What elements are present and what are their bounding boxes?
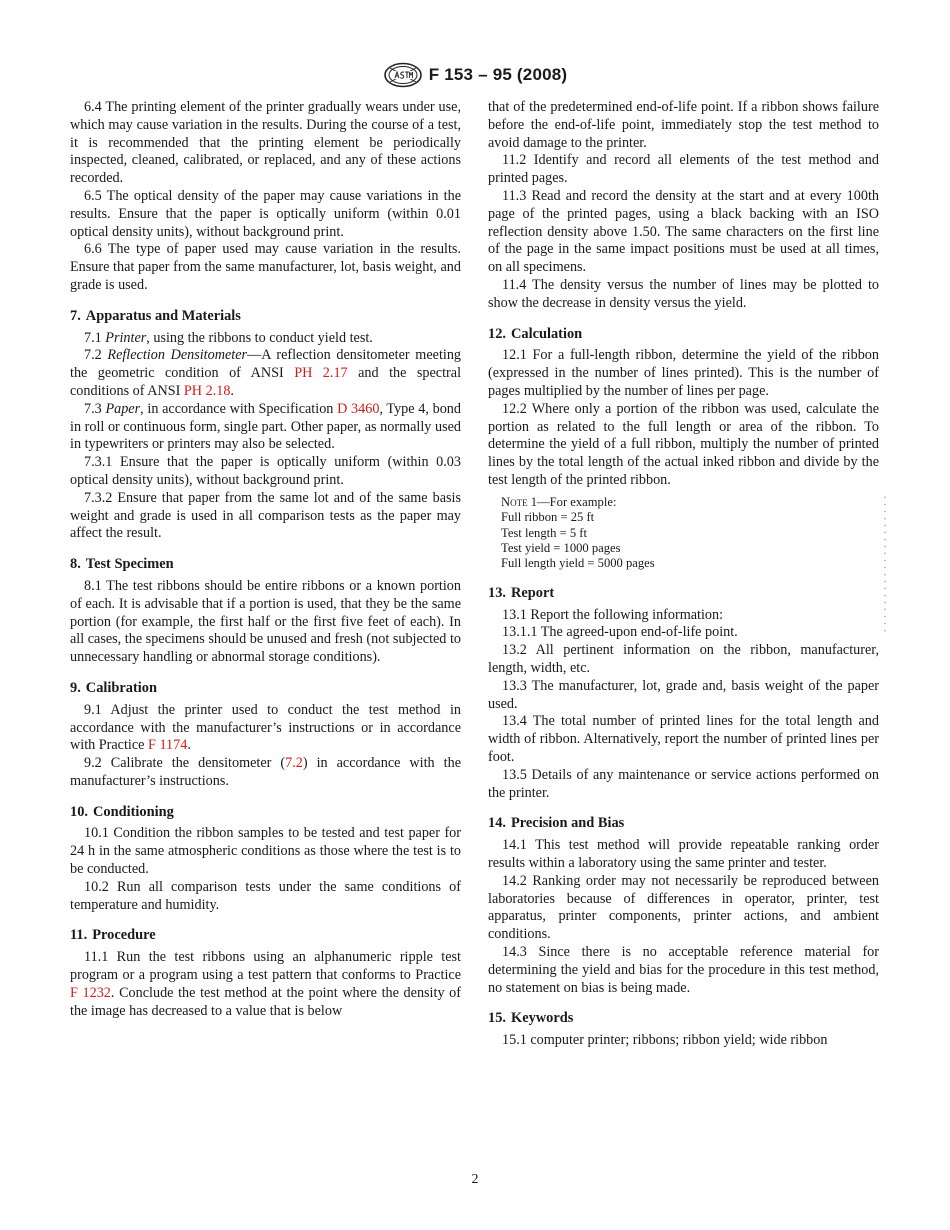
note-heading [501, 495, 879, 510]
paragraph-13-2: 13.2 All pertinent information on the ribbon, manufacturer, length, width, etc. [488, 642, 879, 676]
section-number: 15. [488, 1010, 506, 1027]
paragraph-15-1: 15.1 computer printer; ribbons; ribbon yield; wide ribbon [502, 1032, 828, 1049]
section-title: Apparatus and Materials [85, 307, 241, 324]
paragraph-11-4: 11.4 The density versus the number of lines may be plotted to show the decrease in density versus the yield. [488, 276, 879, 311]
note-lead: Note [501, 494, 528, 509]
paragraph-7-2 [70, 347, 461, 400]
section-title: Report [511, 584, 555, 601]
section-number: 12. [488, 325, 506, 342]
section-title: Calibration [85, 679, 157, 696]
paragraph-6-5: 6.5 The optical density of the paper may cause variations in the results. Ensure that the paper is optically uniform (within 0.01 optical density units), without background print. [70, 187, 461, 240]
reference-link-ph-2-17[interactable]: PH 2.17 [294, 365, 348, 382]
clause-number: 7.1 [84, 329, 102, 346]
paragraph-10-1: 10.1 Condition the ribbon samples to be tested and test paper for 24 h in the same atmospheric conditions as those where the test is to be conducted. [70, 825, 461, 878]
page-header [0, 62, 950, 88]
section-heading-7 [70, 308, 461, 326]
clause-text: and the spectral conditions of ANSI [70, 365, 462, 399]
paragraph-11-1-continued: that of the predetermined end-of-life point. If a ribbon shows failure before the end-of-life point, immediately stop the test method to avoid damage to the printer. [488, 99, 879, 151]
margin-change-marker [884, 494, 886, 634]
section-number: 10. [70, 803, 88, 820]
section-heading-10 [70, 804, 461, 822]
note-line: Test length = 5 ft [501, 525, 587, 540]
section-title: Precision and Bias [511, 815, 625, 832]
paragraph-7-3-2: 7.3.2 Ensure that paper from the same lot and of the same basis weight and grade is used in all comparison tests as the paper may affect the result. [70, 489, 461, 542]
paragraph-6-6: 6.6 The type of paper used may cause variation in the results. Ensure that paper from the same manufacturer, lot, basis weight, and grade is used. [70, 241, 461, 293]
reference-link-f-1174[interactable]: F 1174 [148, 737, 188, 754]
paragraph-11-3: 11.3 Read and record the density at the start and at every 100th page of the printed pages, using a black backing with an ISO reflection density above 1.50. The same characters on the first line of the page in the same impact positions must be used at all times, on all specimens. [488, 187, 879, 276]
note-1 [501, 495, 879, 572]
paragraph-7-3 [70, 401, 461, 454]
clause-text: 9.2 Calibrate the densitometer ( [84, 755, 286, 772]
note-line: Full ribbon = 25 ft [501, 510, 595, 525]
left-column [70, 99, 461, 1020]
section-heading-14 [488, 815, 879, 833]
section-number: 8. [70, 556, 81, 573]
clause-text: 9.1 Adjust the printer used to conduct the test method in accordance with the manufacturer’s instructions or in accordance with Practice [70, 701, 461, 754]
clause-term: Paper [105, 400, 141, 417]
paragraph-11-1 [70, 949, 461, 1020]
paragraph-12-1: 12.1 For a full-length ribbon, determine the yield of the ribbon (expressed in the number of lines printed). This is the number of pages multiplied by the number of lines per page. [488, 347, 879, 399]
page-number: 2 [471, 1172, 479, 1187]
clause-text: , in accordance with Specification [140, 400, 334, 417]
note-text: 1—For example: [530, 494, 617, 509]
section-heading-11 [70, 927, 461, 945]
clause-text: , using the ribbons to conduct yield test. [146, 329, 373, 346]
note-line: Test yield = 1000 pages [501, 540, 621, 555]
reference-link-f-1232[interactable]: F 1232 [70, 984, 111, 1001]
paragraph-10-2: 10.2 Run all comparison tests under the same conditions of temperature and humidity. [70, 878, 461, 913]
paragraph-7-3-1: 7.3.1 Ensure that the paper is optically uniform (within 0.03 optical density units), without background print. [70, 454, 461, 488]
paragraph-9-1 [70, 702, 461, 755]
section-title: Procedure [92, 927, 156, 944]
clause-term: Printer [105, 329, 147, 346]
note-line: Full length yield = 5000 pages [501, 556, 655, 571]
paragraph-9-2 [70, 755, 461, 791]
clause-term: Reflection Densitometer [107, 347, 248, 364]
paragraph-14-3: 14.3 Since there is no acceptable reference material for determining the yield and bias for the procedure in this test method, no statement on bias is being made. [488, 943, 879, 996]
section-heading-8 [70, 556, 461, 574]
section-number: 11. [70, 927, 88, 944]
astm-logo-icon [383, 62, 423, 88]
section-title: Test Specimen [85, 556, 174, 573]
paragraph-8-1: 8.1 The test ribbons should be entire ribbons or a known portion of each. It is advisable that if a portion is used, that they be the same portion (for example, the first half or the first five feet of each). In all cases, the specimens should be unused and fresh (not subjected to unnecessary handling or abnormal storage conditions). [70, 577, 461, 666]
section-heading-13 [488, 585, 879, 603]
section-number: 13. [488, 584, 506, 601]
paragraph-13-3: 13.3 The manufacturer, lot, grade and, basis weight of the paper used. [488, 677, 879, 712]
clause-text: 11.1 Run the test ribbons using an alphanumeric ripple test program or a program using a test pattern that conforms to Practice [70, 949, 461, 984]
clause-number: 7.3 [84, 400, 102, 417]
clause-text: . [187, 737, 191, 754]
clause-text: , Type 4, bond in roll or continuous form, single part. Other paper, as normally used in typewriters or printers may also be selected. [70, 400, 461, 453]
paragraph-12-2: 12.2 Where only a portion of the ribbon was used, calculate the portion as related to the full length or area of the ribbon. To determine the yield of a full ribbon, multiply the number of printed lines by the total length of the actual inked ribbon and divide by the test length of the printed ribbon. [488, 400, 879, 488]
reference-link-ph-2-18[interactable]: PH 2.18 [183, 382, 231, 399]
paragraph-13-1-1: 13.1.1 The agreed-upon end-of-life point. [502, 624, 738, 641]
clause-text: ) in accordance with the manufacturer’s instructions. [70, 755, 461, 789]
section-title: Conditioning [93, 803, 174, 820]
clause-number: 7.2 [84, 347, 102, 364]
section-heading-9 [70, 680, 461, 698]
paragraph-7-1 [70, 330, 461, 348]
clause-text: . Conclude the test method at the point where the density of the image has decreased to a value that is below [70, 984, 461, 1019]
paragraph-14-1: 14.1 This test method will provide repeatable ranking order results within a laboratory using the same printer and tester. [488, 837, 879, 871]
reference-link-7-2[interactable]: 7.2 [285, 755, 303, 772]
section-number: 9. [70, 679, 81, 696]
section-heading-12 [488, 326, 879, 344]
paragraph-13-5: 13.5 Details of any maintenance or service actions performed on the printer. [488, 766, 879, 801]
document-designation: F 153 – 95 (2008) [428, 65, 568, 84]
section-number: 14. [488, 815, 506, 832]
clause-text: . [230, 382, 234, 399]
paragraph-13-4: 13.4 The total number of printed lines for the total length and width of ribbon. Alternatively, report the number of printed lines per foot. [488, 713, 879, 765]
paragraph-11-2: 11.2 Identify and record all elements of the test method and printed pages. [488, 152, 879, 187]
section-title: Keywords [511, 1010, 574, 1027]
paragraph-6-4: 6.4 The printing element of the printer gradually wears under use, which may cause variation in the results. During the course of a test, it is recommended that the printing element be periodically inspected, cleaned, calibrated, or replaced, and any of these actions recorded. [70, 99, 461, 187]
paragraph-14-2: 14.2 Ranking order may not necessarily be reproduced between laboratories because of differences in operator, printer, test apparatus, printer components, printer actions, and ambient conditions. [488, 872, 879, 943]
reference-link-d-3460[interactable]: D 3460 [337, 400, 380, 417]
section-title: Calculation [511, 325, 583, 342]
section-heading-15 [488, 1010, 879, 1028]
section-number: 7. [70, 307, 81, 324]
right-column [488, 99, 879, 1050]
clause-text: —A reflection densitometer meeting the geometric condition of ANSI [70, 347, 462, 382]
paragraph-13-1: 13.1 Report the following information: [502, 606, 724, 623]
